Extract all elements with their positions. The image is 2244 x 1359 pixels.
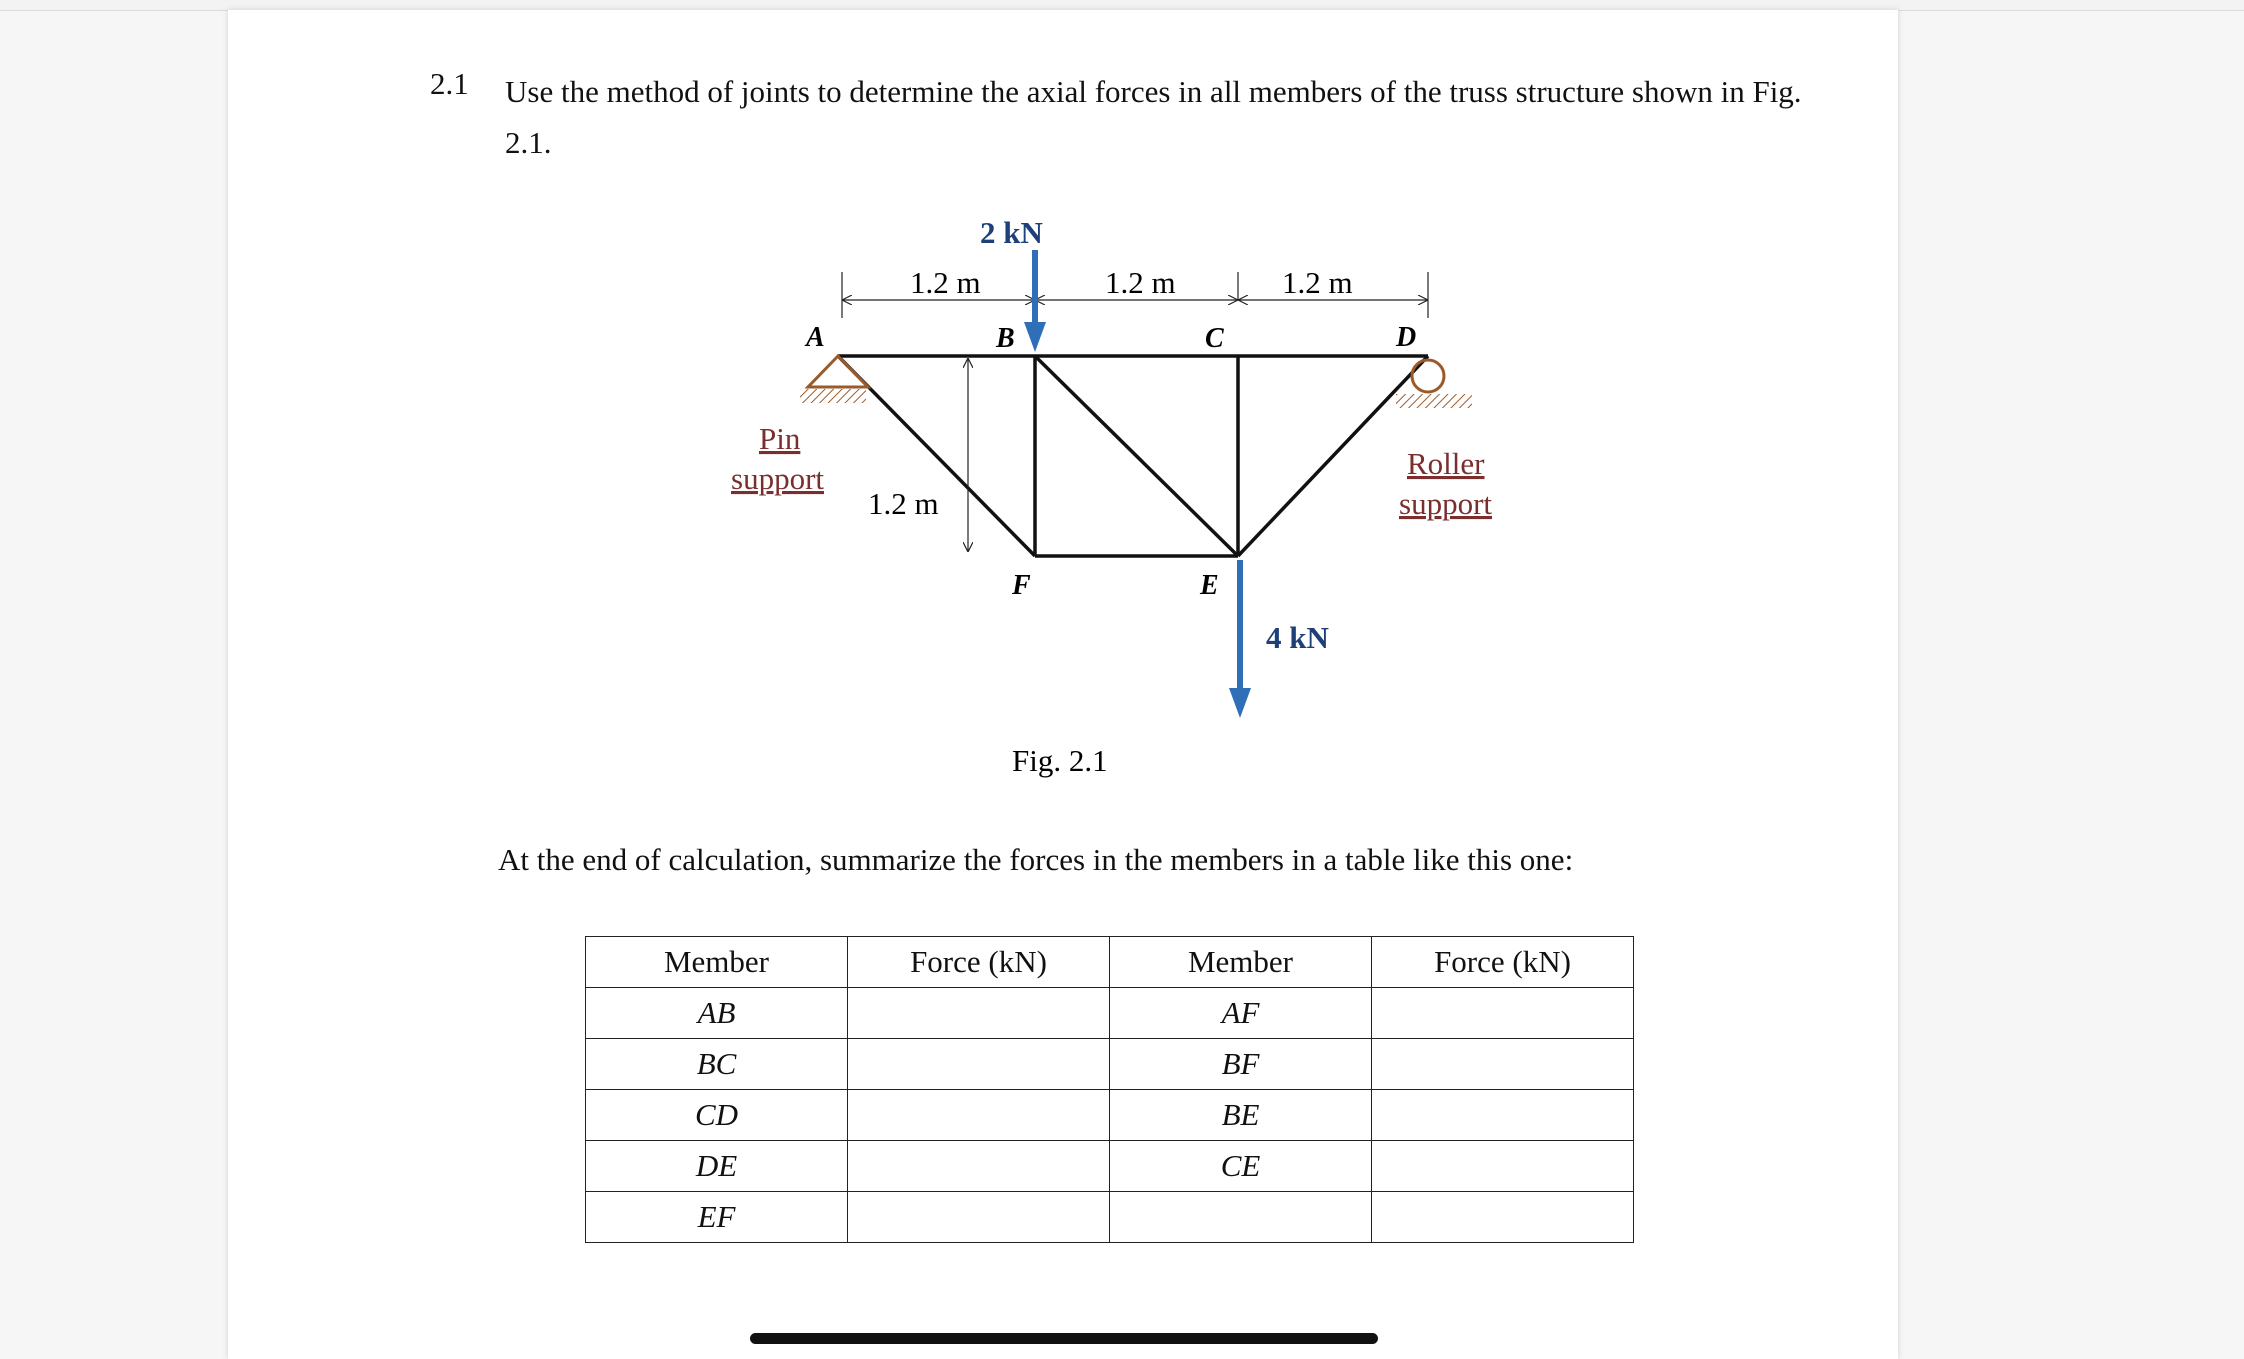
roller-support-symbol [1396, 360, 1472, 408]
table-header-row [586, 937, 1634, 988]
table-row [586, 1090, 1634, 1141]
pin-support-label-line1: Pin [759, 421, 801, 456]
load-arrow-e [1229, 560, 1251, 718]
force-cell [848, 1090, 1110, 1141]
member-cell: EF [586, 1192, 848, 1243]
member-de [1238, 356, 1428, 556]
member-cell: BE [1110, 1090, 1372, 1141]
node-e-label: E [1200, 570, 1219, 601]
table-row [586, 1141, 1634, 1192]
header-force-2: Force (kN) [1372, 937, 1634, 988]
member-cell: AF [1110, 988, 1372, 1039]
roller-support-label-line2: support [1399, 486, 1492, 521]
force-cell [1372, 1039, 1634, 1090]
member-cell: BC [586, 1039, 848, 1090]
member-forces-table [585, 936, 1634, 1243]
force-cell [1372, 988, 1634, 1039]
member-be [1035, 356, 1238, 556]
header-member-1: Member [586, 937, 848, 988]
node-f-label: F [1012, 570, 1031, 601]
dim-height-label: 1.2 m [868, 486, 939, 521]
node-b-label: B [996, 323, 1015, 354]
question-text: Use the method of joints to determine the axial forces in all members of the truss structure shown in Fig. 2.1. [505, 74, 1802, 160]
member-cell: CE [1110, 1141, 1372, 1192]
force-cell [848, 1039, 1110, 1090]
node-c-label: C [1205, 323, 1224, 354]
header-force-1: Force (kN) [848, 937, 1110, 988]
roller-support-label-line1: Roller [1407, 446, 1485, 481]
node-a-label: A [806, 322, 825, 353]
node-d-label: D [1396, 322, 1417, 353]
member-cell: DE [586, 1141, 848, 1192]
force-cell [1372, 1090, 1634, 1141]
figure-caption: Fig. 2.1 [1012, 743, 1108, 778]
dim-ab-label: 1.2 m [910, 265, 981, 300]
table-row [586, 1039, 1634, 1090]
pin-support-label-line2: support [731, 461, 824, 496]
load-arrow-b [1024, 250, 1046, 352]
table-row [586, 1192, 1634, 1243]
force-cell [1372, 1192, 1634, 1243]
home-indicator-bar[interactable] [750, 1333, 1378, 1344]
force-cell [848, 1192, 1110, 1243]
member-cell: BF [1110, 1039, 1372, 1090]
pin-support-symbol [800, 356, 868, 403]
force-cell [848, 988, 1110, 1039]
table-intro-text: At the end of calculation, summarize the forces in the members in a table like this one: [498, 842, 1574, 877]
table-row [586, 988, 1634, 1039]
dim-bc-label: 1.2 m [1105, 265, 1176, 300]
load-b-label: 2 kN [980, 215, 1043, 250]
header-member-2: Member [1110, 937, 1372, 988]
dim-cd-label: 1.2 m [1282, 265, 1353, 300]
member-cell: CD [586, 1090, 848, 1141]
force-cell [1372, 1141, 1634, 1192]
force-cell [848, 1141, 1110, 1192]
truss-members [838, 356, 1428, 556]
question-number: 2.1 [430, 66, 469, 101]
member-cell: AB [586, 988, 848, 1039]
member-cell [1110, 1192, 1372, 1243]
load-e-label: 4 kN [1266, 620, 1329, 655]
